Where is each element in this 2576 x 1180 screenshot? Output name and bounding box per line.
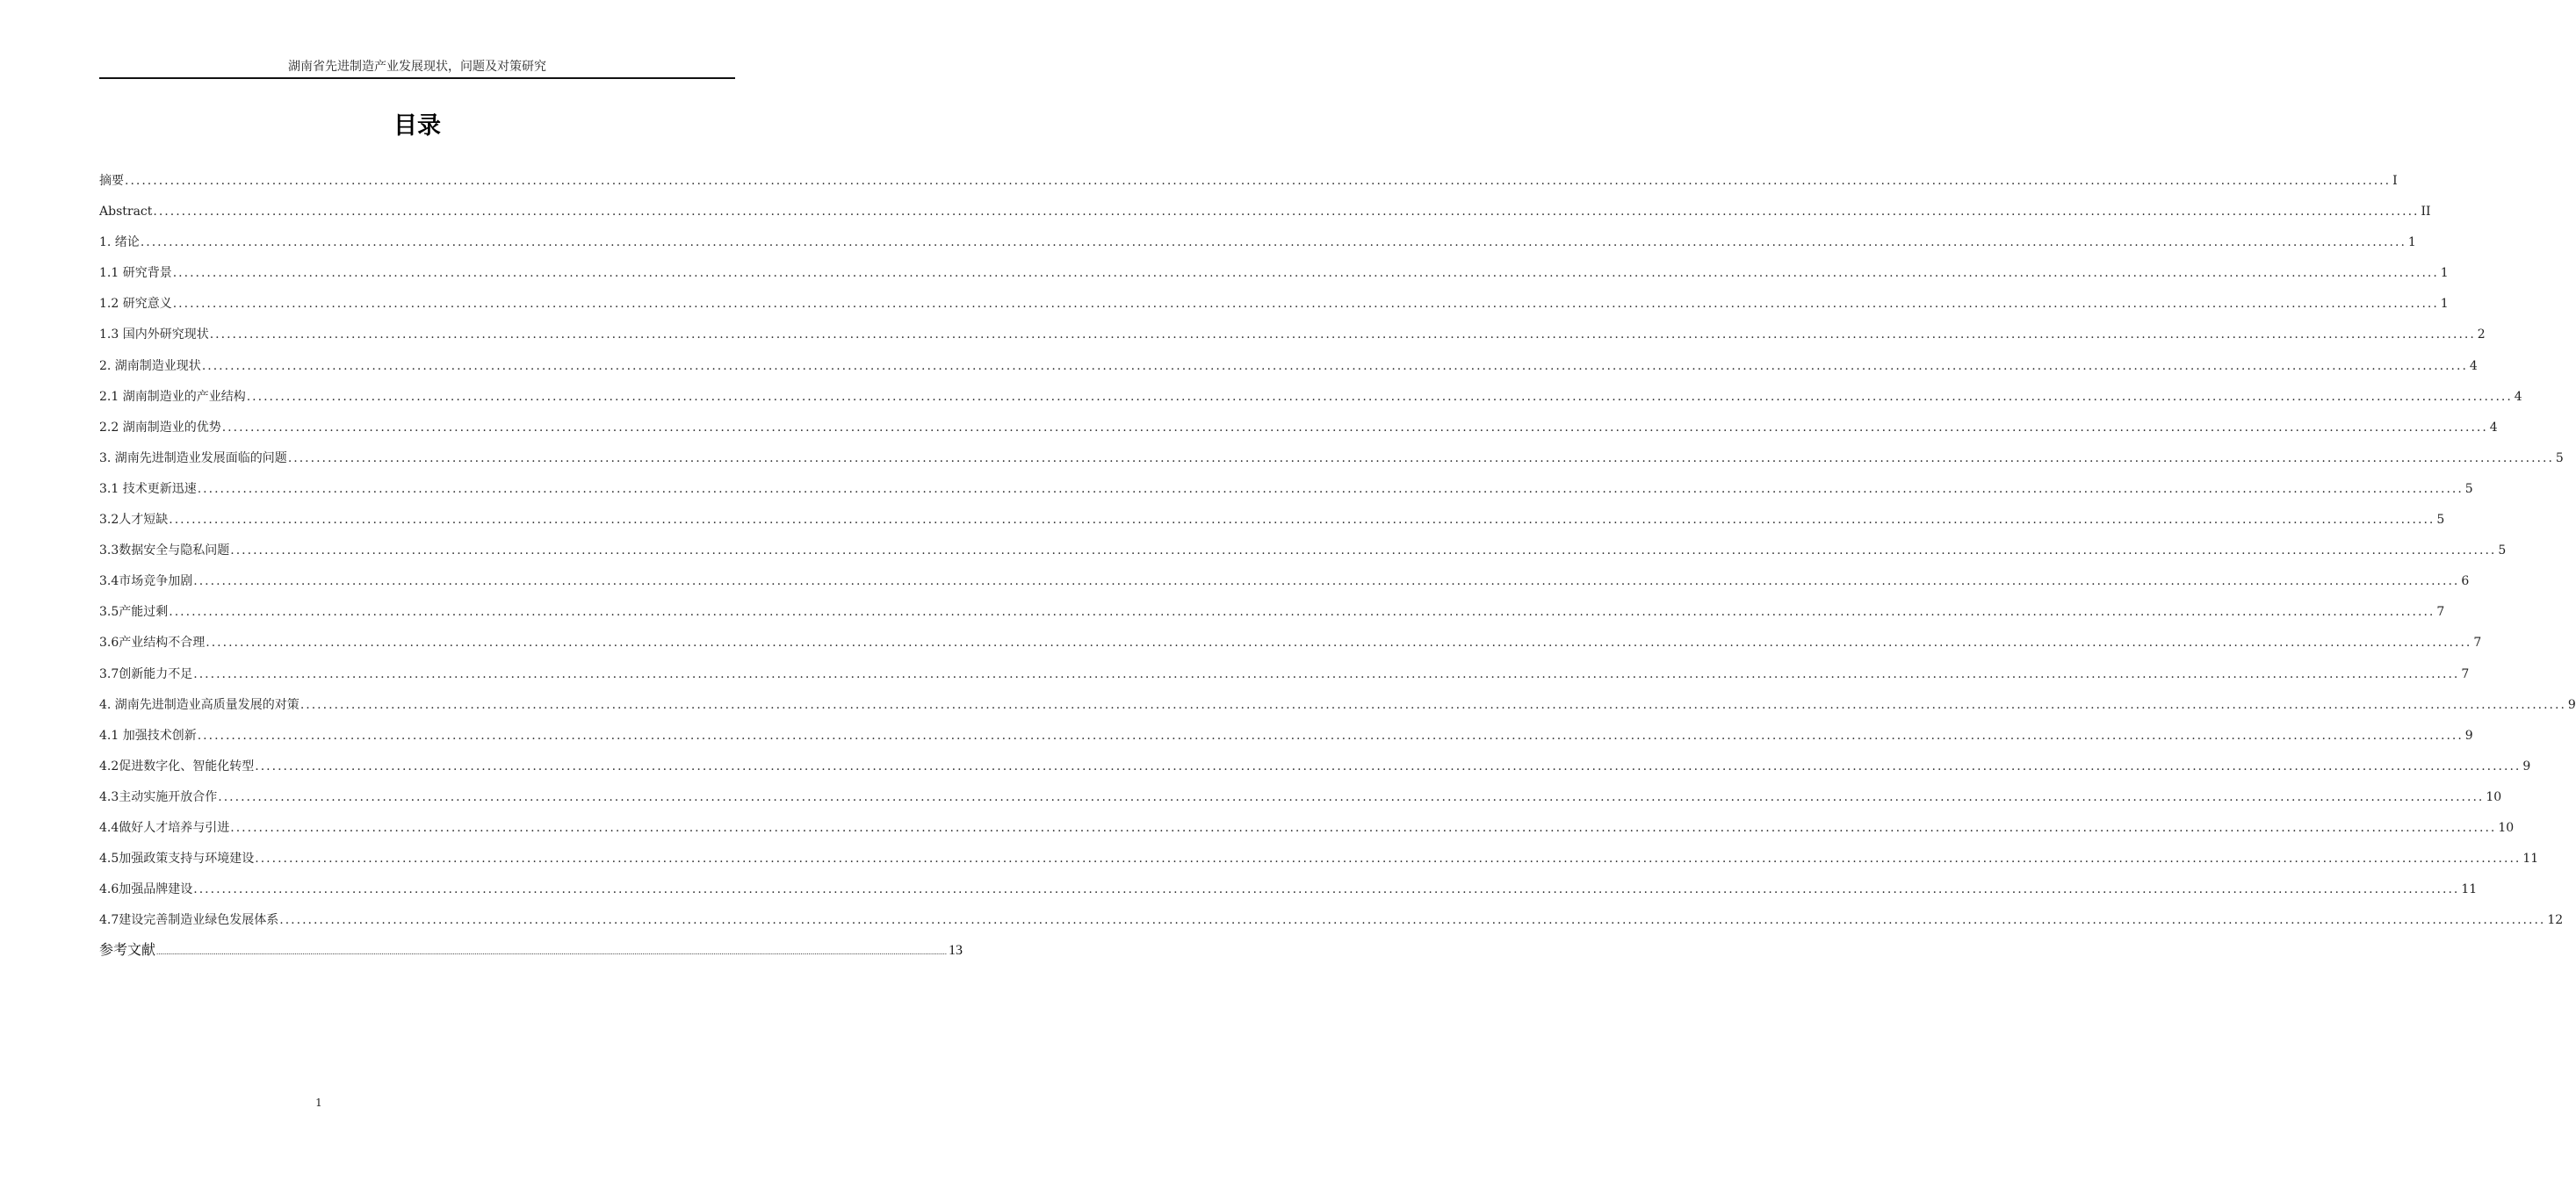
toc-entry-label: 4.4做好人才培养与引进 xyxy=(99,820,230,835)
toc-entry-label: 3.3数据安全与隐私问题 xyxy=(99,543,230,558)
toc-entry[interactable] xyxy=(99,602,2445,633)
toc-entry-label: 4.5加强政策支持与环境建设 xyxy=(99,852,255,867)
toc-entry-label: 2.2 湖南制造业的优势 xyxy=(99,420,221,435)
toc-dot-leader: ................................................................................................................................................................................................................................................................................................................................................................................................................ xyxy=(125,174,2392,188)
toc-entry-label: 3.1 技术更新迅速 xyxy=(99,481,197,496)
toc-entry-page: 5 xyxy=(2436,513,2445,528)
toc-dot-leader: ................................................................................................................................................................................................................................................................................................................................................................................................................ xyxy=(197,481,2464,496)
toc-dot-leader: ................................................................................................................................................................................................................................................................................................................................................................................................................ xyxy=(246,389,2513,404)
toc-entry-page: 4 xyxy=(2469,358,2478,373)
toc-dot-leader: ................................................................................................................................................................................................................................................................................................................................................................................................................ xyxy=(221,420,2488,435)
toc-entry-label: 4.1 加强技术创新 xyxy=(99,728,197,743)
toc-entry[interactable] xyxy=(99,325,2486,356)
toc-dot-leader: ................................................................................................................................................................................................................................................................................................................................................................................................................ xyxy=(299,697,2566,712)
toc-entry-page: 1 xyxy=(2440,297,2449,312)
toc-entry-page: 11 xyxy=(2461,882,2478,897)
toc-entry[interactable] xyxy=(99,510,2445,541)
toc-entry-page: 7 xyxy=(2436,605,2445,620)
toc-entry-page: 10 xyxy=(2486,789,2502,804)
toc-entry-page: 9 xyxy=(2567,697,2576,712)
toc-dot-leader: ................................................................................................................................................................................................................................................................................................................................................................................................................ xyxy=(197,728,2464,743)
toc-entry-page: 9 xyxy=(2464,728,2473,743)
toc-title: 目录 xyxy=(393,112,441,140)
toc-entry[interactable] xyxy=(99,387,2522,418)
toc-entry[interactable] xyxy=(99,633,2482,664)
toc-entry[interactable] xyxy=(99,418,2498,449)
toc-dot-leader: ................................................................................................................................................................................................................................................................................................................................................................................................................ xyxy=(193,666,2460,681)
toc-entry-label: 3.6产业结构不合理 xyxy=(99,636,206,651)
toc-dot-leader: ................................................................................................................................................................................................................................................................................................................................................................................................................ xyxy=(206,636,2472,651)
toc-dot-leader: ................................................................................................................................................................................................................................................................................................................................................................................................................ xyxy=(153,205,2420,219)
toc-entry-page: 11 xyxy=(2522,852,2539,867)
toc-entry-label: 1. 绪论 xyxy=(99,235,140,250)
toc-entry-page: II xyxy=(2421,205,2431,219)
toc-entry[interactable] xyxy=(99,910,2564,941)
toc-dot-leader: ................................................................................................................................................................................................................................................................................................................................................................................................................ xyxy=(169,605,2435,620)
toc-entry-page: 5 xyxy=(2498,543,2507,558)
toc-entry-page: 1 xyxy=(2407,235,2416,250)
toc-dot-leader: ................................................................................................................................................................................................................................................................................................................................................................................................................ xyxy=(172,297,2439,312)
toc-dot-leader: ................................................................................................................................................................................................................................................................................................................................................................................................................ xyxy=(209,327,2476,342)
toc-entry-page: 4 xyxy=(2489,420,2498,435)
toc-dot-leader: ................................................................................................................................................................................................................................................................................................................................................................................................................ xyxy=(218,789,2485,804)
toc-entry-label: 2. 湖南制造业现状 xyxy=(99,358,201,373)
toc-entry-label: 1.1 研究背景 xyxy=(99,266,172,281)
toc-entry[interactable] xyxy=(99,202,2431,233)
toc-entry-page: 12 xyxy=(2547,913,2564,928)
toc-dot-leader: ................................................................................................................................................................................................................................................................................................................................................................................................................ xyxy=(230,820,2497,835)
toc-dot-leader: ................................................................................................................................................................................................................................................................................................................................................................................................................ xyxy=(255,852,2522,867)
toc-entry-label: 参考文献 xyxy=(99,943,156,959)
toc-entry[interactable] xyxy=(99,541,2507,572)
table-of-contents xyxy=(99,171,2576,972)
running-header: 湖南省先进制造产业发展现状，问题及对策研究 xyxy=(288,60,546,74)
header-rule xyxy=(99,77,735,79)
toc-entry[interactable] xyxy=(99,880,2478,910)
toc-dot-leader: ................................................................................................................................................................................................................................................................................................................................................................................................................ xyxy=(169,513,2435,528)
toc-entry-label: 3.2人才短缺 xyxy=(99,513,169,528)
toc-entry[interactable] xyxy=(99,171,2398,202)
toc-entry[interactable] xyxy=(99,665,2470,695)
toc-entry-label: 4. 湖南先进制造业高质量发展的对策 xyxy=(99,697,299,712)
toc-entry[interactable] xyxy=(99,695,2576,726)
toc-entry-label: 3.4市场竞争加剧 xyxy=(99,574,193,589)
toc-entry-page: 13 xyxy=(949,943,963,959)
toc-entry-label: 4.6加强品牌建设 xyxy=(99,882,193,897)
toc-entry[interactable] xyxy=(99,263,2449,294)
toc-dot-leader: ................................................................................................................................................................................................................................................................................................................................................................................................................ xyxy=(230,543,2497,558)
toc-dot-leader: ................................................................................................................................................................................................................................................................................................................................................................................................................ xyxy=(156,947,948,957)
toc-entry-label: 1.3 国内外研究现状 xyxy=(99,327,209,342)
toc-entry[interactable] xyxy=(99,726,2473,757)
toc-entry[interactable] xyxy=(99,294,2449,325)
toc-dot-leader: ................................................................................................................................................................................................................................................................................................................................................................................................................ xyxy=(279,913,2546,928)
toc-entry-page: I xyxy=(2392,174,2398,188)
toc-dot-leader: ................................................................................................................................................................................................................................................................................................................................................................................................................ xyxy=(172,266,2439,281)
toc-dot-leader: ................................................................................................................................................................................................................................................................................................................................................................................................................ xyxy=(201,358,2468,373)
toc-dot-leader: ................................................................................................................................................................................................................................................................................................................................................................................................................ xyxy=(193,882,2460,897)
toc-entry[interactable] xyxy=(99,757,2531,788)
toc-entry-page: 2 xyxy=(2477,327,2486,342)
toc-entry[interactable] xyxy=(99,818,2515,849)
toc-entry-label: 2.1 湖南制造业的产业结构 xyxy=(99,389,246,404)
toc-entry-label: 3. 湖南先进制造业发展面临的问题 xyxy=(99,450,287,465)
toc-entry-page: 10 xyxy=(2498,820,2515,835)
toc-entry-label: 3.7创新能力不足 xyxy=(99,666,193,681)
toc-entry[interactable] xyxy=(99,572,2470,602)
toc-entry-label: 摘要 xyxy=(99,174,124,188)
page-number: 1 xyxy=(315,1097,322,1109)
toc-dot-leader: ................................................................................................................................................................................................................................................................................................................................................................................................................ xyxy=(255,759,2522,773)
toc-entry-page: 5 xyxy=(2555,450,2564,465)
toc-entry-label: Abstract xyxy=(99,205,153,219)
toc-entry-label: 4.7建设完善制造业绿色发展体系 xyxy=(99,913,279,928)
toc-entry-label: 3.5产能过剩 xyxy=(99,605,169,620)
toc-entry[interactable] xyxy=(99,941,963,972)
toc-entry-label: 4.2促进数字化、智能化转型 xyxy=(99,759,255,773)
toc-entry-page: 7 xyxy=(2461,666,2470,681)
toc-entry-page: 1 xyxy=(2440,266,2449,281)
toc-dot-leader: ................................................................................................................................................................................................................................................................................................................................................................................................................ xyxy=(193,574,2460,589)
toc-entry-label: 4.3主动实施开放合作 xyxy=(99,789,218,804)
toc-entry[interactable] xyxy=(99,788,2502,818)
toc-dot-leader: ................................................................................................................................................................................................................................................................................................................................................................................................................ xyxy=(140,235,2406,250)
toc-entry[interactable] xyxy=(99,233,2416,263)
toc-entry-page: 6 xyxy=(2461,574,2470,589)
toc-entry-page: 5 xyxy=(2464,481,2473,496)
toc-entry-page: 7 xyxy=(2473,636,2482,651)
toc-entry-page: 9 xyxy=(2522,759,2531,773)
toc-entry[interactable] xyxy=(99,356,2478,387)
toc-dot-leader: ................................................................................................................................................................................................................................................................................................................................................................................................................ xyxy=(287,450,2554,465)
toc-entry[interactable] xyxy=(99,449,2564,479)
toc-entry-page: 4 xyxy=(2514,389,2522,404)
toc-entry[interactable] xyxy=(99,849,2539,880)
toc-entry-label: 1.2 研究意义 xyxy=(99,297,172,312)
toc-entry[interactable] xyxy=(99,479,2473,510)
